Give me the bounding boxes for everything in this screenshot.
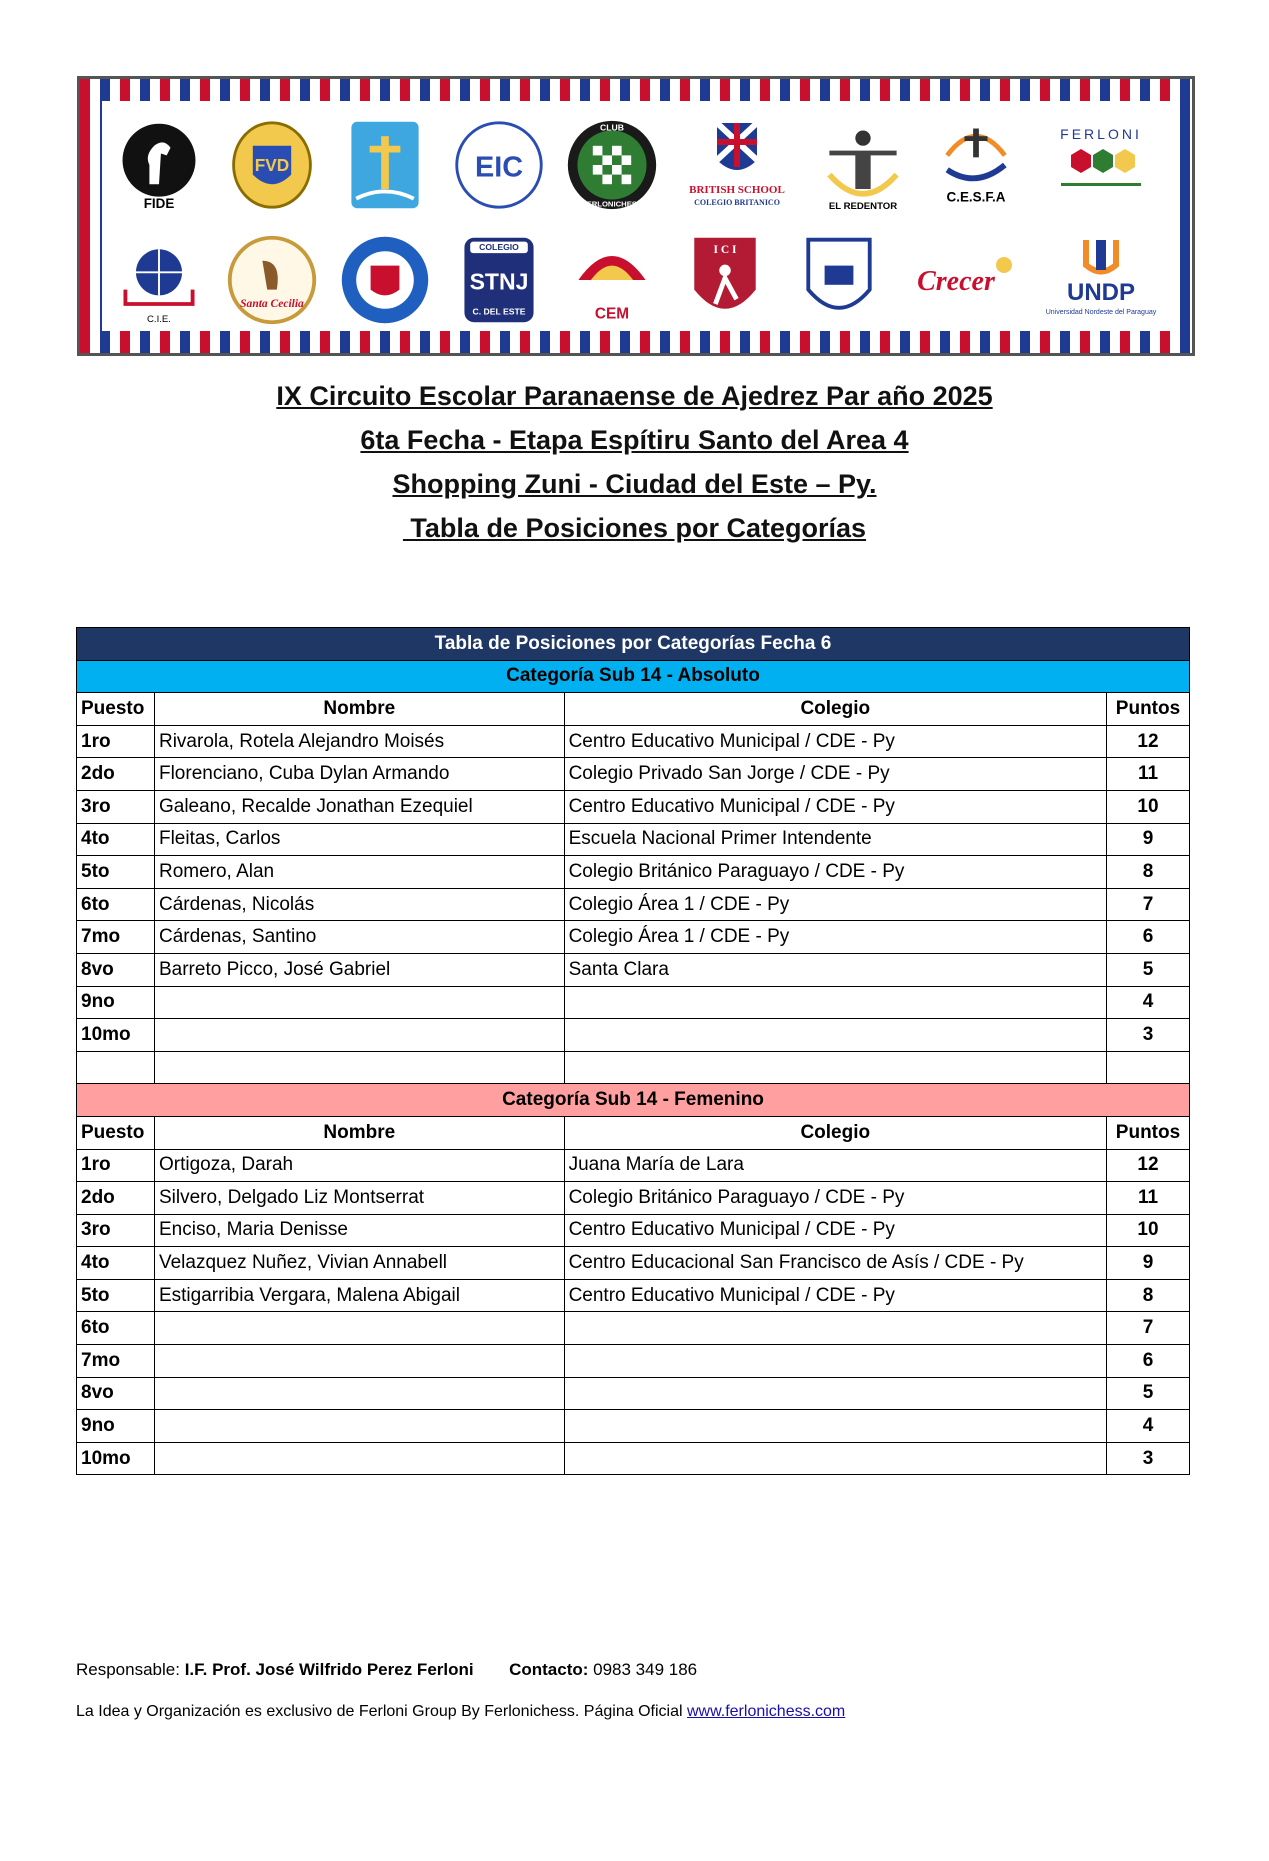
- nombre-cell: [154, 986, 564, 1019]
- nombre-cell: Silvero, Delgado Liz Montserrat: [154, 1182, 564, 1215]
- logos-banner: [77, 76, 1195, 356]
- nombre-cell: Estigarribia Vergara, Malena Abigail: [154, 1279, 564, 1312]
- undp-logo: [1041, 230, 1161, 330]
- puntos-cell: 4: [1106, 986, 1189, 1019]
- category-header-row: [77, 660, 1190, 693]
- puesto-cell: 1ro: [77, 725, 155, 758]
- santa-cecilia-logo-text: Santa Cecilia: [240, 297, 304, 310]
- puesto-cell: 5to: [77, 856, 155, 889]
- table-row: [77, 1279, 1190, 1312]
- cem-logo: [564, 230, 660, 330]
- cesfa-logo: [928, 115, 1024, 215]
- colegio-cell: Juana María de Lara: [564, 1149, 1106, 1182]
- puntos-cell: 11: [1106, 758, 1189, 791]
- crecer-logo: [904, 230, 1024, 330]
- colegio-cell: [564, 1442, 1106, 1475]
- puntos-cell: 9: [1106, 823, 1189, 856]
- cesfa-logo-text: C.E.S.F.A: [946, 189, 1006, 205]
- fide-logo-text: FIDE: [143, 196, 174, 212]
- table-row: [77, 1410, 1190, 1443]
- category-title: Categoría Sub 14 - Absoluto: [77, 660, 1190, 693]
- colegio-cell: Escuela Nacional Primer Intendente: [564, 823, 1106, 856]
- santa-cecilia-logo: [224, 230, 320, 330]
- puesto-header: Puesto: [77, 693, 155, 726]
- nombre-cell: [154, 1377, 564, 1410]
- british-school-logo: [677, 115, 797, 215]
- colegio-cell: Santa Clara: [564, 953, 1106, 986]
- puesto-cell: 9no: [77, 1410, 155, 1443]
- puntos-cell: 12: [1106, 725, 1189, 758]
- footer-idea: [76, 1703, 845, 1721]
- british-logo-text-2: COLEGIO BRITANICO: [694, 198, 781, 207]
- puntos-cell: 8: [1106, 1279, 1189, 1312]
- ici-logo-text: I C I: [713, 244, 737, 257]
- puntos-cell: 4: [1106, 1410, 1189, 1443]
- table-row: [77, 1019, 1190, 1052]
- nombre-cell: [154, 1410, 564, 1443]
- table-row: [77, 1377, 1190, 1410]
- colegio-cell: [564, 1345, 1106, 1378]
- standings-table: [76, 627, 1190, 1475]
- santa-rita-logo: [791, 230, 887, 330]
- table-row: [77, 986, 1190, 1019]
- puesto-cell: 6to: [77, 888, 155, 921]
- responsable-value: I.F. Prof. José Wilfrido Perez Ferloni: [184, 1660, 474, 1679]
- nombre-cell: Ortigoza, Darah: [154, 1149, 564, 1182]
- table-row: [77, 823, 1190, 856]
- logos-banner-inner: [102, 101, 1170, 331]
- undp-logo-sub: Universidad Nordeste del Paraguay: [1046, 309, 1157, 316]
- nombre-cell: Enciso, Maria Denisse: [154, 1214, 564, 1247]
- puntos-cell: 3: [1106, 1019, 1189, 1052]
- table-row: [77, 1214, 1190, 1247]
- puesto-cell: 5to: [77, 1279, 155, 1312]
- table-row: [77, 1149, 1190, 1182]
- nombre-cell: Florenciano, Cuba Dylan Armando: [154, 758, 564, 791]
- puntos-header: Puntos: [1106, 693, 1189, 726]
- colegio-cell: Centro Educacional San Francisco de Asís / CDE - Py: [564, 1247, 1106, 1280]
- puesto-cell: 9no: [77, 986, 155, 1019]
- colegio-cell: [564, 1051, 1106, 1084]
- colegio-header: Colegio: [564, 1116, 1106, 1149]
- title-line-2: 6ta Fecha - Etapa Espítiru Santo del Area 4: [360, 425, 909, 455]
- table-row: [77, 888, 1190, 921]
- colegio-cell: [564, 1377, 1106, 1410]
- puntos-cell: 11: [1106, 1182, 1189, 1215]
- table-row: [77, 856, 1190, 889]
- table-title-row: [77, 628, 1190, 661]
- puntos-cell: 7: [1106, 1312, 1189, 1345]
- nombre-cell: [154, 1019, 564, 1052]
- colegio-header: Colegio: [564, 693, 1106, 726]
- table-row: [77, 1247, 1190, 1280]
- colegio-crecer-logo: [337, 230, 433, 330]
- standings-body: [77, 628, 1190, 1475]
- puntos-cell: 12: [1106, 1149, 1189, 1182]
- table-row: [77, 953, 1190, 986]
- puesto-cell: 1ro: [77, 1149, 155, 1182]
- puntos-cell: [1106, 1051, 1189, 1084]
- puesto-cell: 2do: [77, 1182, 155, 1215]
- ferloni-logo-text: FERLONI: [1060, 126, 1143, 142]
- fvd-logo-text: FVD: [254, 154, 290, 175]
- fide-logo: [111, 115, 207, 215]
- fvd-logo: [224, 115, 320, 215]
- document-titles: [0, 374, 1269, 550]
- nombre-cell: [154, 1312, 564, 1345]
- nombre-cell: [154, 1051, 564, 1084]
- puntos-cell: 5: [1106, 1377, 1189, 1410]
- logo-row-top: [102, 109, 1170, 221]
- nombre-cell: Rivarola, Rotela Alejandro Moisés: [154, 725, 564, 758]
- nombre-cell: Cárdenas, Nicolás: [154, 888, 564, 921]
- column-header-row: [77, 1116, 1190, 1149]
- responsable-label: Responsable:: [76, 1660, 180, 1679]
- crecer-logo-text: Crecer: [917, 266, 995, 297]
- puntos-header: Puntos: [1106, 1116, 1189, 1149]
- puesto-cell: 4to: [77, 823, 155, 856]
- puesto-header: Puesto: [77, 1116, 155, 1149]
- nombre-cell: Romero, Alan: [154, 856, 564, 889]
- column-header-row: [77, 693, 1190, 726]
- table-row: [77, 1312, 1190, 1345]
- table-row: [77, 921, 1190, 954]
- puesto-cell: 10mo: [77, 1019, 155, 1052]
- club-logo-text: CLUB: [599, 122, 624, 133]
- british-logo-text-1: BRITISH SCHOOL: [689, 184, 786, 196]
- nombre-cell: Barreto Picco, José Gabriel: [154, 953, 564, 986]
- stnj-logo-bottom: C. DEL ESTE: [472, 306, 526, 317]
- stnj-logo-top: COLEGIO: [478, 242, 519, 253]
- table-title: Tabla de Posiciones por Categorías Fecha 6: [77, 628, 1190, 661]
- colegio-cell: Centro Educativo Municipal / CDE - Py: [564, 1279, 1106, 1312]
- colegio-cell: [564, 1019, 1106, 1052]
- puesto-cell: 7mo: [77, 1345, 155, 1378]
- puesto-cell: 3ro: [77, 790, 155, 823]
- puntos-cell: 7: [1106, 888, 1189, 921]
- table-row: [77, 725, 1190, 758]
- nombre-cell: Fleitas, Carlos: [154, 823, 564, 856]
- puesto-cell: 8vo: [77, 953, 155, 986]
- nombre-cell: Galeano, Recalde Jonathan Ezequiel: [154, 790, 564, 823]
- stnj-logo-text: STNJ: [469, 268, 529, 295]
- puntos-cell: 5: [1106, 953, 1189, 986]
- club-ferlonichess-logo: [564, 115, 660, 215]
- ici-logo: [677, 230, 773, 330]
- ferloni-group-logo: [1041, 115, 1161, 215]
- puesto-cell: 7mo: [77, 921, 155, 954]
- contacto-value: 0983 349 186: [593, 1660, 698, 1679]
- colegio-cell: [564, 1312, 1106, 1345]
- puesto-cell: 4to: [77, 1247, 155, 1280]
- nombre-cell: [154, 1345, 564, 1378]
- cem-logo-text: CEM: [594, 305, 630, 323]
- colegio-cell: Colegio Área 1 / CDE - Py: [564, 888, 1106, 921]
- colegio-cell: Centro Educativo Municipal / CDE - Py: [564, 1214, 1106, 1247]
- juan-pablo-logo: [337, 115, 433, 215]
- eic-logo: [451, 115, 547, 215]
- puntos-cell: 3: [1106, 1442, 1189, 1475]
- puntos-cell: 6: [1106, 1345, 1189, 1378]
- title-line-1: IX Circuito Escolar Paranaense de Ajedrez Par año 2025: [276, 381, 993, 411]
- idea-text: La Idea y Organización es exclusivo de Ferloni Group By Ferlonichess. Página Oficial: [76, 1703, 683, 1720]
- ferlonichess-logo-text: FERLONICHESS: [581, 199, 643, 209]
- table-row: [77, 1051, 1190, 1084]
- contacto-label: Contacto:: [509, 1660, 589, 1679]
- puesto-cell: [77, 1051, 155, 1084]
- puntos-cell: 9: [1106, 1247, 1189, 1280]
- puesto-cell: 3ro: [77, 1214, 155, 1247]
- nombre-cell: [154, 1442, 564, 1475]
- puesto-cell: 2do: [77, 758, 155, 791]
- table-row: [77, 790, 1190, 823]
- table-row: [77, 1182, 1190, 1215]
- title-line-3: Shopping Zuni - Ciudad del Este – Py.: [392, 469, 877, 499]
- nombre-cell: Velazquez Nuñez, Vivian Annabell: [154, 1247, 564, 1280]
- el-redentor-logo: [815, 115, 911, 215]
- nombre-header: Nombre: [154, 1116, 564, 1149]
- colegio-cell: Centro Educativo Municipal / CDE - Py: [564, 790, 1106, 823]
- nombre-cell: Cárdenas, Santino: [154, 921, 564, 954]
- colegio-cell: Centro Educativo Municipal / CDE - Py: [564, 725, 1106, 758]
- eic-logo-text: EIC: [474, 151, 523, 184]
- redentor-logo-text: EL REDENTOR: [828, 201, 897, 213]
- colegio-stnj-logo: [451, 230, 547, 330]
- cie-logo: [111, 230, 207, 330]
- footer-contact: [76, 1660, 697, 1680]
- table-row: [77, 758, 1190, 791]
- colegio-cell: Colegio Área 1 / CDE - Py: [564, 921, 1106, 954]
- table-row: [77, 1345, 1190, 1378]
- puntos-cell: 8: [1106, 856, 1189, 889]
- puesto-cell: 8vo: [77, 1377, 155, 1410]
- puntos-cell: 10: [1106, 1214, 1189, 1247]
- logo-row-bottom: [102, 225, 1170, 335]
- website-link[interactable]: www.ferlonichess.com: [686, 1703, 846, 1720]
- category-title: Categoría Sub 14 - Femenino: [77, 1084, 1190, 1117]
- title-line-4: Tabla de Posiciones por Categorías: [402, 513, 867, 543]
- category-header-row: [77, 1084, 1190, 1117]
- undp-logo-text: UNDP: [1067, 279, 1136, 306]
- cie-logo-text: C.I.E.: [146, 314, 171, 326]
- colegio-cell: Colegio Británico Paraguayo / CDE - Py: [564, 856, 1106, 889]
- colegio-cell: Colegio Británico Paraguayo / CDE - Py: [564, 1182, 1106, 1215]
- puntos-cell: 10: [1106, 790, 1189, 823]
- colegio-cell: [564, 1410, 1106, 1443]
- puesto-cell: 6to: [77, 1312, 155, 1345]
- nombre-header: Nombre: [154, 693, 564, 726]
- colegio-cell: [564, 986, 1106, 1019]
- puntos-cell: 6: [1106, 921, 1189, 954]
- colegio-cell: Colegio Privado San Jorge / CDE - Py: [564, 758, 1106, 791]
- table-row: [77, 1442, 1190, 1475]
- puesto-cell: 10mo: [77, 1442, 155, 1475]
